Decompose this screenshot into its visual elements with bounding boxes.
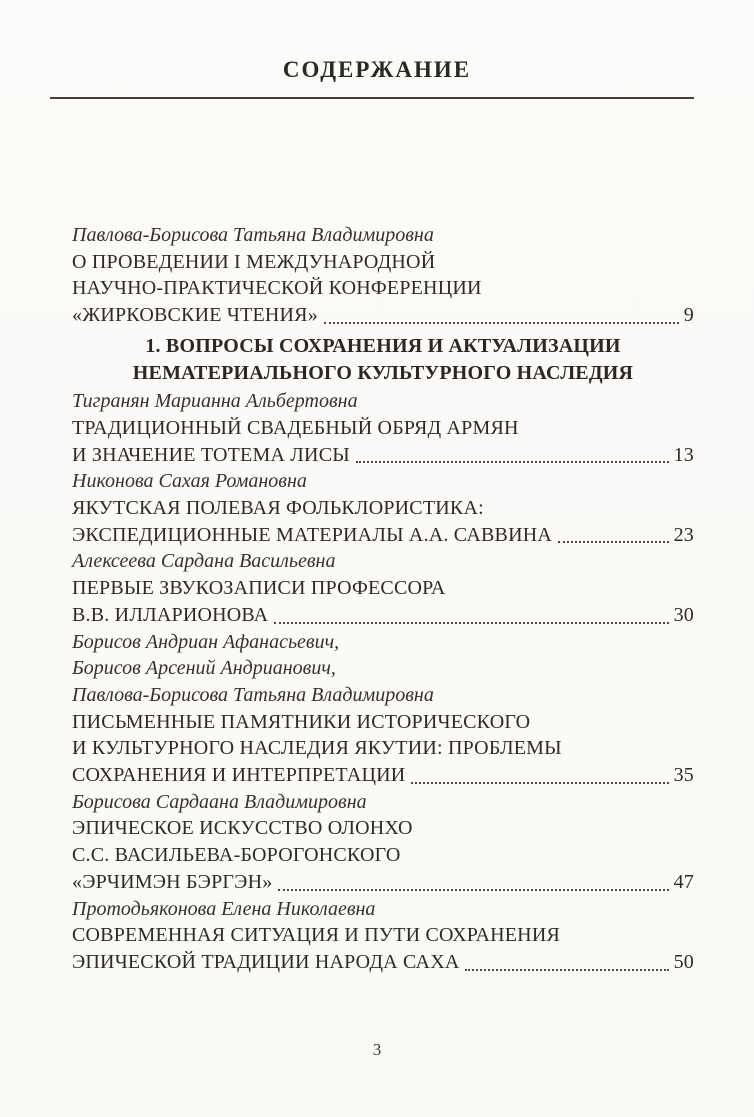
leader-dots: [558, 541, 669, 543]
entry-title-line: [72, 762, 694, 789]
entry-title-text: В.В. ИЛЛАРИОНОВА: [72, 603, 269, 626]
entry-title-text: «ЖИРКОВСКИЕ ЧТЕНИЯ»: [72, 304, 318, 327]
entry-title-text: ЭПИЧЕСКОЙ ТРАДИЦИИ НАРОДА САХА: [72, 950, 460, 973]
section-heading: [72, 333, 694, 386]
folio-page-number: 3: [372, 1040, 382, 1059]
section-heading-line: 1. ВОПРОСЫ СОХРАНЕНИЯ И АКТУАЛИЗАЦИИ: [145, 334, 621, 357]
entry-page-number: 50: [673, 950, 694, 973]
entry-title-line: НАУЧНО-ПРАКТИЧЕСКОЙ КОНФЕРЕНЦИИ: [72, 277, 482, 300]
entry-page-number: 9: [683, 304, 694, 327]
toc-list: [72, 222, 694, 976]
leader-dots: [278, 889, 668, 891]
toc-entry: [72, 548, 694, 628]
entry-title-line: [72, 522, 694, 549]
entry-title-line: ЯКУТСКАЯ ПОЛЕВАЯ ФОЛЬКЛОРИСТИКА:: [72, 497, 484, 520]
entry-author: Борисов Арсений Андрианович,: [72, 657, 336, 680]
entry-author: Алексеева Сардана Васильевна: [72, 550, 336, 573]
toc-entry: [72, 388, 694, 468]
entry-title-line: И КУЛЬТУРНОГО НАСЛЕДИЯ ЯКУТИИ: ПРОБЛЕМЫ: [72, 737, 562, 760]
entry-title-text: ЭКСПЕДИЦИОННЫЕ МАТЕРИАЛЫ А.А. САВВИНА: [72, 523, 553, 546]
leader-dots: [356, 461, 669, 463]
entry-title-line: [72, 949, 694, 976]
toc-entry: [72, 629, 694, 789]
section-heading-line: НЕМАТЕРИАЛЬНОГО КУЛЬТУРНОГО НАСЛЕДИЯ: [132, 361, 634, 384]
entry-author: Протодьяконова Елена Николаевна: [72, 897, 376, 920]
entry-title-line: ПИСЬМЕННЫЕ ПАМЯТНИКИ ИСТОРИЧЕСКОГО: [72, 710, 531, 733]
entry-title-line: О ПРОВЕДЕНИИ I МЕЖДУНАРОДНОЙ: [72, 250, 436, 273]
entry-title-line: [72, 302, 694, 329]
entry-page-number: 30: [673, 603, 694, 626]
entry-title-text: «ЭРЧИМЭН БЭРГЭН»: [72, 870, 273, 893]
entry-title-line: [72, 602, 694, 629]
toc-entry: [72, 468, 694, 548]
entry-title-line: С.С. ВАСИЛЬЕВА-БОРОГОНСКОГО: [72, 844, 401, 867]
leader-dots: [324, 322, 679, 324]
entry-page-number: 23: [673, 523, 694, 546]
entry-author: Борисов Андриан Афанасьевич,: [72, 630, 340, 653]
entry-page-number: 13: [673, 443, 694, 466]
toc-entry: [72, 789, 694, 896]
toc-entry: [72, 896, 694, 976]
entry-title-line: [72, 869, 694, 896]
entry-title-line: [72, 442, 694, 469]
entry-title-text: СОХРАНЕНИЯ И ИНТЕРПРЕТАЦИИ: [72, 764, 406, 787]
entry-author: Никонова Сахая Романовна: [72, 470, 307, 493]
entry-author: Тигранян Марианна Альбертовна: [72, 390, 358, 413]
entry-author: Павлова-Борисова Татьяна Владимировна: [72, 224, 434, 246]
entry-title-text: И ЗНАЧЕНИЕ ТОТЕМА ЛИСЫ: [72, 443, 350, 466]
entry-author: Павлова-Борисова Татьяна Владимировна: [72, 683, 434, 706]
entry-author: Борисова Сардаана Владимировна: [72, 790, 367, 813]
toc-entry: [72, 222, 694, 329]
page-title: СОДЕРЖАНИЕ: [282, 57, 472, 82]
entry-page-number: 47: [673, 870, 694, 893]
entry-title-line: СОВРЕМЕННАЯ СИТУАЦИЯ И ПУТИ СОХРАНЕНИЯ: [72, 924, 561, 947]
entry-title-line: ЭПИЧЕСКОЕ ИСКУССТВО ОЛОНХО: [72, 817, 413, 840]
entry-title-line: ТРАДИЦИОННЫЙ СВАДЕБНЫЙ ОБРЯД АРМЯН: [72, 416, 519, 439]
entry-title-line: ПЕРВЫЕ ЗВУКОЗАПИСИ ПРОФЕССОРА: [72, 577, 446, 600]
entry-page-number: 35: [673, 764, 694, 787]
leader-dots: [465, 969, 668, 971]
leader-dots: [411, 782, 668, 784]
leader-dots: [274, 622, 668, 624]
title-divider-rule: [50, 97, 694, 99]
